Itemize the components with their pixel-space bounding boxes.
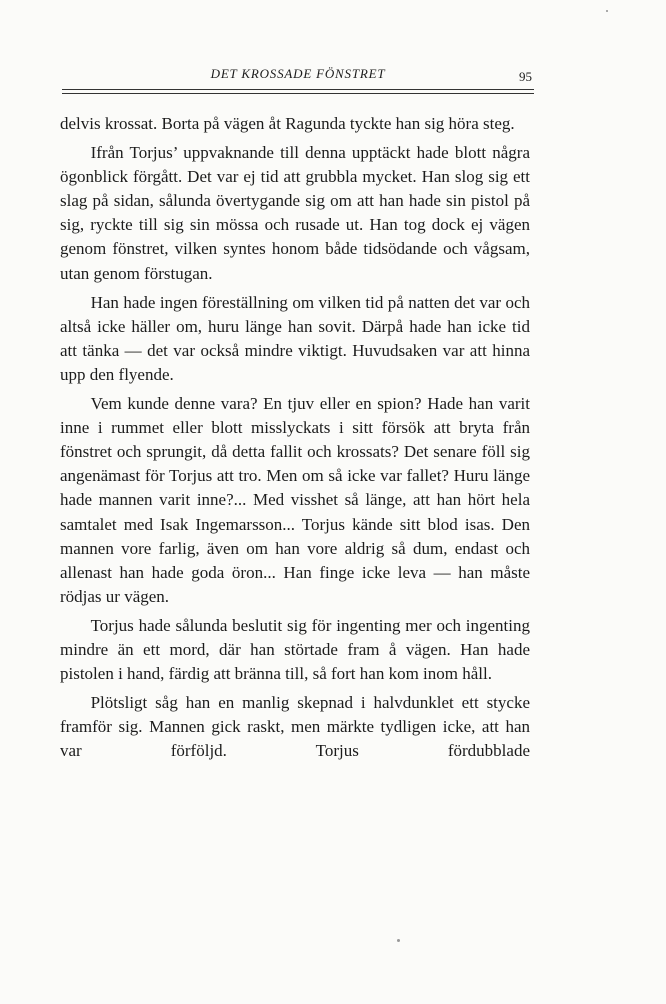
paragraph: Vem kunde denne vara? En tjuv eller en spion? Hade han varit inne i rummet eller blott misslyckats i sitt försök att bryta från fönstret och sprungit, då detta fallit och krossats? Det senare föll sig angenämast för Torjus att tro. Men om så icke var fallet? Huru länge hade mannen varit inne?... Med visshet så länge, att han hört hela samtalet med Isak Ingemarsson... Torjus kände sitt blod isas. Den mannen vore farlig, även om han vore aldrig så dum, endast och allenast han hade goda öron... Han finge icke leva — han måste rödjas ur vägen. bbox=[60, 394, 530, 606]
running-title: DET KROSSADE FÖNSTRET bbox=[210, 66, 386, 81]
paragraph: Plötsligt såg han en manlig skepnad i halvdunklet ett stycke framför sig. Mannen gick raskt, men märkte tydligen icke, att han var förföljd. Torjus fördubblade bbox=[60, 693, 530, 761]
header-rule-thin bbox=[62, 89, 534, 90]
paragraph: Ifrån Torjus’ uppvaknande till denna upptäckt hade blott några ögonblick förgått. Det var ej tid att grubbla mycket. Han slog sig ett slag på sidan, sålunda övertygande sig om att han hade sin pistol på sig, ryckte till sig sin mössa och rusade ut. Han tog dock ej vägen genom fönstret, vilken syntes honom både tidsödande och vågsam, utan genom förstugan. bbox=[60, 143, 530, 283]
page-header bbox=[62, 62, 534, 86]
header-rule-thick bbox=[62, 93, 534, 94]
print-mark bbox=[397, 939, 400, 942]
paragraph: delvis krossat. Borta på vägen åt Ragunda tyckte han sig höra steg. bbox=[60, 114, 515, 133]
paragraph: Torjus hade sålunda beslutit sig för ingenting mer och ingenting mindre än ett mord, där han störtade fram å vägen. Han hade pistolen i hand, färdig att bränna till, så fort han kom inom håll. bbox=[60, 615, 530, 684]
page-body bbox=[60, 112, 530, 768]
paragraph: Han hade ingen föreställning om vilken tid på natten det var och altså icke häller om, huru länge han sovit. Därpå hade han icke tid att tänka — det var också mindre viktigt. Huvudsaken var att hinna upp den flyende. bbox=[60, 292, 530, 384]
scan-speck bbox=[606, 10, 608, 12]
page-number: 95 bbox=[519, 69, 532, 84]
